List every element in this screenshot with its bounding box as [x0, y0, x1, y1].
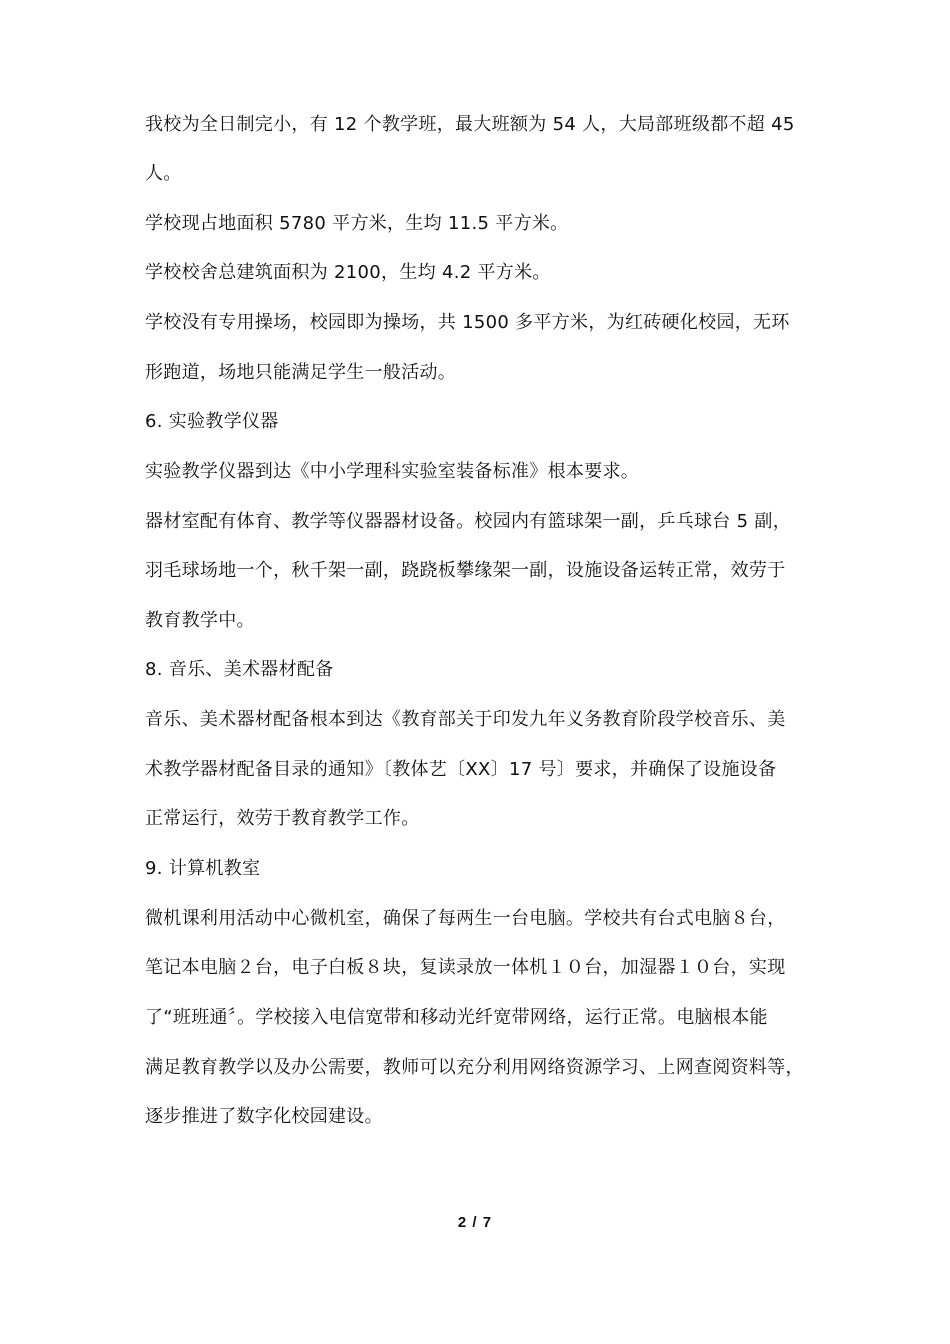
section-heading: 9. 计算机教室: [145, 858, 261, 879]
paragraph-line: 实验教学仪器到达《中小学理科实验室装备标准》根本要求。: [145, 461, 640, 482]
paragraph-line: 学校现占地面积 5780 平方米，生均 11.5 平方米。: [145, 213, 569, 234]
paragraph-line: 羽毛球场地一个，秋千架一副，跷跷板攀缘架一副，设施设备运转正常，效劳于: [145, 560, 786, 581]
paragraph-line: 逐步推进了数字化校园建设。: [145, 1106, 383, 1127]
paragraph-line: 了“班班通〞。学校接入电信宽带和移动光纤宽带网络，运行正常。电脑根本能: [145, 1007, 768, 1028]
section-heading: 6. 实验教学仪器: [145, 411, 279, 432]
paragraph-line: 笔记本电脑２台，电子白板８块，复读录放一体机１０台，加湿器１０台，实现: [145, 957, 786, 978]
page-number: 2 / 7: [457, 1214, 493, 1231]
paragraph-line: 器材室配有体育、教学等仪器器材设备。校园内有篮球架一副，乒乓球台 5 副，: [145, 511, 791, 532]
section-heading: 8. 音乐、美术器材配备: [145, 659, 334, 680]
paragraph-line: 形跑道，场地只能满足学生一般活动。: [145, 362, 457, 383]
paragraph-line: 音乐、美术器材配备根本到达《教育部关于印发九年义务教育阶段学校音乐、美: [145, 709, 786, 730]
paragraph-line: 学校校舍总建筑面积为 2100，生均 4.2 平方米。: [145, 262, 551, 283]
paragraph-line: 学校没有专用操场，校园即为操场，共 1500 多平方米，为红砖硬化校园，无环: [145, 312, 790, 333]
paragraph-line: 人。: [145, 163, 182, 184]
paragraph-line: 满足教育教学以及办公需要，教师可以充分利用网络资源学习、上网查阅资料等，: [145, 1057, 804, 1078]
paragraph-line: 术教学器材配备目录的通知》〔教体艺〔XX〕17 号〕要求，并确保了设施设备: [145, 759, 777, 780]
paragraph-line: 正常运行，效劳于教育教学工作。: [145, 808, 420, 829]
paragraph-line: 教育教学中。: [145, 610, 255, 631]
paragraph-line: 微机课利用活动中心微机室，确保了每两生一台电脑。学校共有台式电脑８台，: [145, 908, 786, 929]
paragraph-line: 我校为全日制完小，有 12 个教学班，最大班额为 54 人，大局部班级都不超 45: [145, 114, 795, 135]
